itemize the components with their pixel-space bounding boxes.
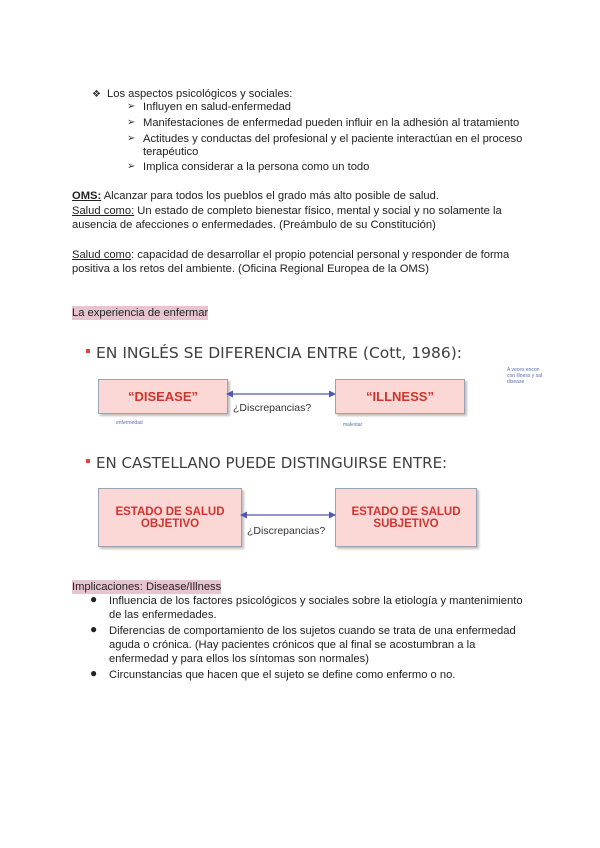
side-note-line: con illness y sal [507,373,543,379]
diamond-bullet-icon: ❖ [92,89,101,100]
salud-definition-1-cont: ausencia de afecciones o enfermedades. (Preámbulo de su Constitución) [72,219,436,231]
estado-subjetivo-box [335,488,477,547]
oms-label: OMS: [72,190,102,202]
list-item: Implica considerar a la persona como un todo [143,161,370,173]
section-heading-experiencia: La experiencia de enfermar [72,307,209,319]
double-arrow-icon [226,389,336,399]
slide-title-english [86,344,462,362]
dot-bullet-icon: ● [90,592,98,606]
estado-subjetivo-line-1: ESTADO DE SALUD [351,505,461,518]
list-item: Manifestaciones de enfermedad pueden influir en la adhesión al tratamiento [143,117,520,129]
slide-title-castellano-text: EN CASTELLANO PUEDE DISTINGUIRSE ENTRE: [96,454,448,472]
discrepancias-label-1: ¿Discrepancias? [233,402,312,414]
illness-box: “ILLNESS” [335,379,465,414]
dot-bullet-icon: ● [90,666,98,680]
list-item: Diferencias de comportamiento de los sujetos cuando se trata de una enfermedad [109,625,516,637]
estado-objetivo-line-1: ESTADO DE SALUD [115,505,225,518]
section-heading-implicaciones: Implicaciones: Disease/Illness [72,581,222,593]
arrow-bullet-icon: ➢ [127,117,136,128]
slide-title-castellano [86,454,447,472]
side-note-line: disease [507,379,525,385]
arrow-bullet-icon: ➢ [127,133,136,144]
estado-objetivo-line-2: OBJETIVO [140,517,200,530]
arrow-bullet-icon: ➢ [127,101,136,112]
list-item: Influencia de los factores psicológicos y sociales sobre la etiología y mantenimiento [109,595,523,607]
list-item-continuation: terapéutico [143,146,199,158]
discrepancias-label-2: ¿Discrepancias? [247,525,326,537]
salud-label-2: Salud como [72,249,132,261]
list-item: Influyen en salud-enfermedad [143,101,292,113]
salud-definition-1 [72,204,502,218]
note-enfermedad: enfermedad [116,420,143,426]
list-item-continuation: de las enfermedades. [109,609,217,621]
salud-definition-2 [72,248,509,262]
red-square-bullet-icon [86,459,90,463]
slide-title-english-text: EN INGLÉS SE DIFERENCIA ENTRE (Cott, 1986): [96,344,462,362]
oms-definition [72,189,439,203]
list-item-continuation: enfermedad y para ellos los síntomas son normales) [109,653,369,665]
side-note-line: A veces encon [507,367,540,373]
slide-image [76,336,543,560]
salud-text-1: Un estado de completo bienestar físico, mental y social y no solamente la [134,205,502,217]
dot-bullet-icon: ● [90,622,98,636]
arrow-bullet-icon: ➢ [127,161,136,172]
oms-text: Alcanzar para todos los pueblos el grado más alto posible de salud. [101,190,439,202]
estado-objetivo-box [98,488,242,547]
salud-definition-2-cont: positiva a los retos del ambiente. (Oficina Regional Europea de la OMS) [72,263,429,275]
list-item: Circunstancias que hacen que el sujeto se define como enfermo o no. [109,669,456,681]
estado-subjetivo-line-2: SUBJETIVO [373,517,439,530]
list-item-continuation: aguda o crónica. (Hay pacientes crónicos que al final se acostumbran a la [109,639,476,651]
red-square-bullet-icon [86,349,90,353]
salud-text-2: : capacidad de desarrollar el propio potencial personal y responder de forma [131,249,510,261]
disease-box: “DISEASE” [98,379,228,414]
note-malestar: malestar [343,422,363,428]
list-item: Actitudes y conductas del profesional y el paciente interactúan en el proceso [143,133,523,145]
section-heading: Los aspectos psicológicos y sociales: [107,88,293,100]
salud-label-1: Salud como: [72,205,135,217]
double-arrow-icon [240,510,336,520]
